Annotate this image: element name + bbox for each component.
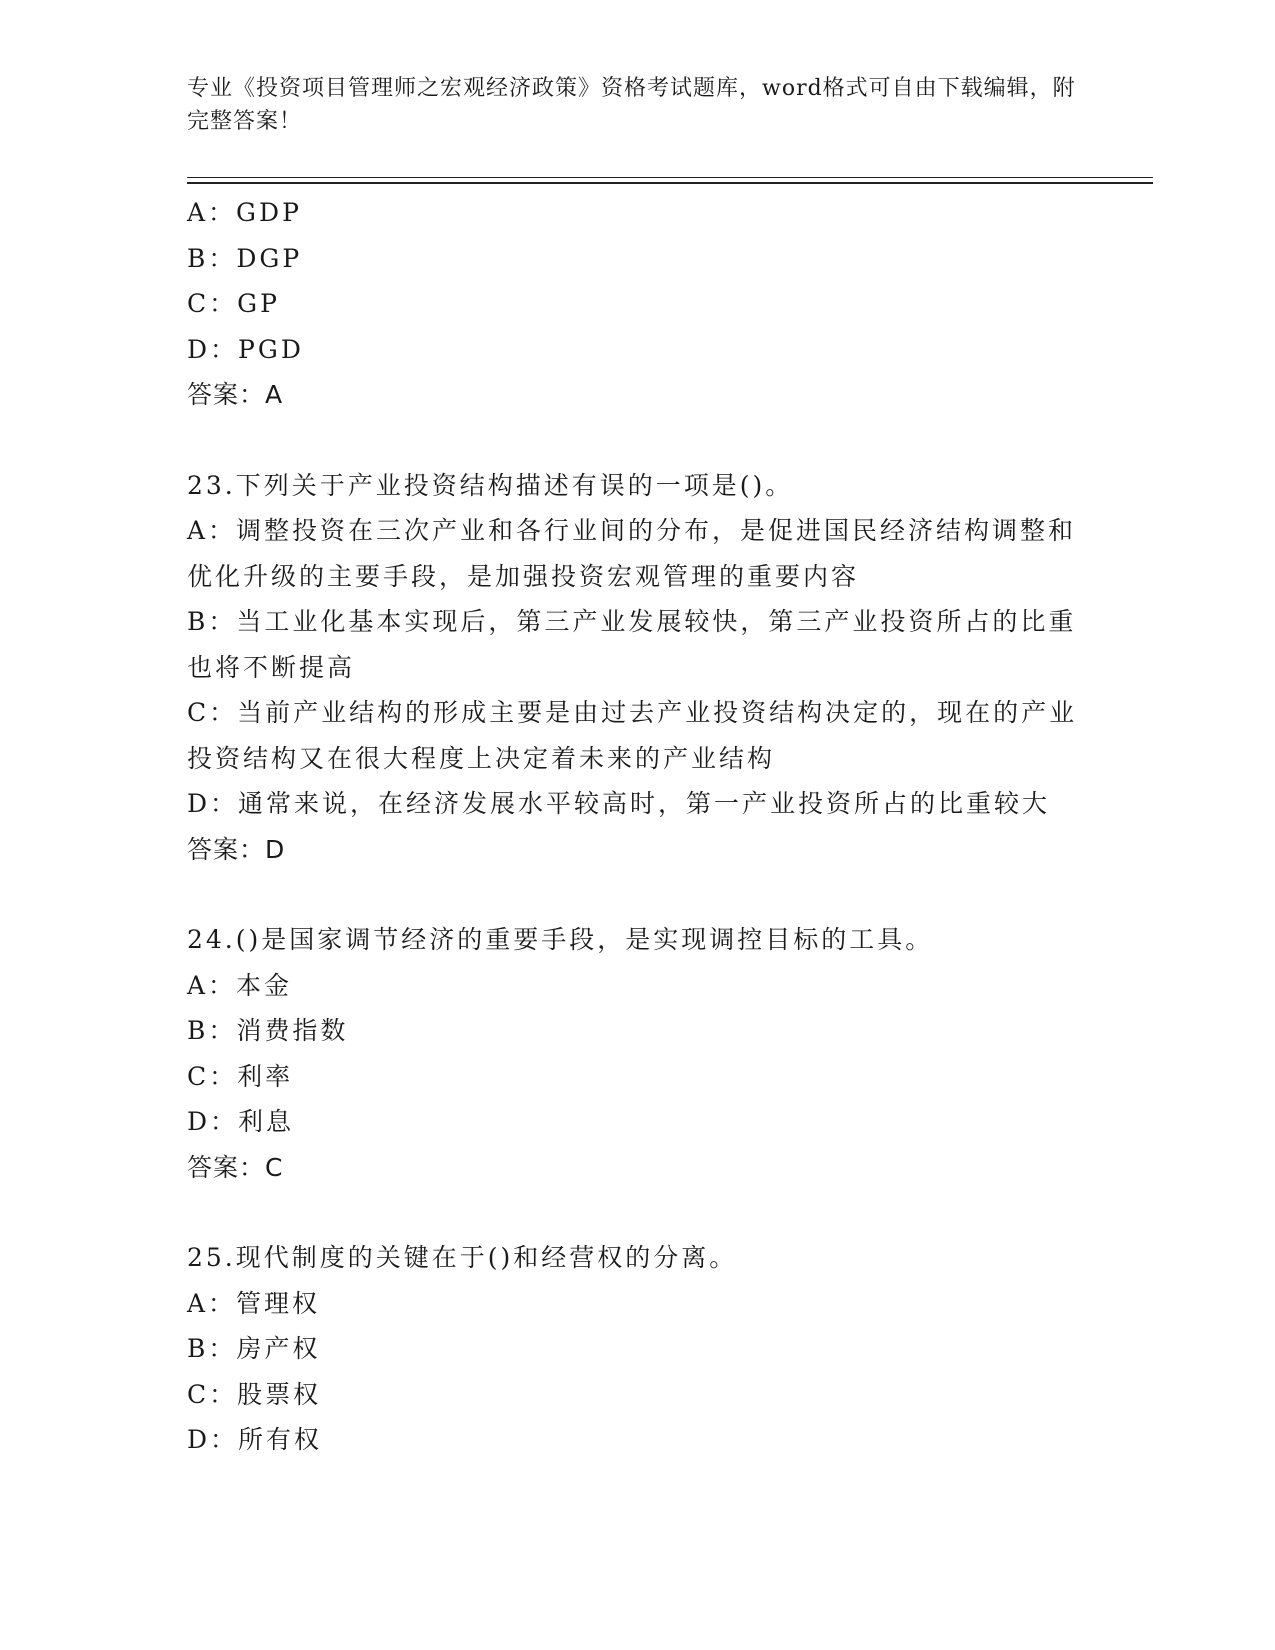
spacer [187, 418, 1087, 463]
q23-option-d: D：通常来说，在经济发展水平较高时，第一产业投资所占的比重较大 [187, 789, 1051, 818]
q22-option-b: B：DGP [187, 243, 303, 273]
question-23-block [187, 463, 1087, 873]
q24-option-a: A：本金 [187, 970, 293, 1000]
q25-stem: 25.现代制度的关键在于()和经营权的分离。 [187, 1243, 738, 1272]
q23-option-c: C：当前产业结构的形成主要是由过去产业投资结构决定的，现在的产业投资结构又在很大程度上决定着未来的产业结构 [187, 698, 1078, 773]
q25-option-c: C：股票权 [187, 1379, 322, 1409]
header-divider-thin [187, 177, 1153, 178]
q25-option-a: A：管理权 [187, 1288, 321, 1318]
q23-answer: 答案：D [187, 834, 286, 864]
q23-stem: 23.下列关于产业投资结构描述有误的一项是()。 [187, 470, 794, 500]
header-divider-thick [187, 182, 1153, 184]
q25-option-d: D：所有权 [187, 1425, 323, 1454]
q22-answer: 答案：A [187, 380, 284, 409]
q24-answer: 答案：C [187, 1152, 284, 1182]
q23-option-b: B：当工业化基本实现后，第三产业发展较快，第三产业投资所占的比重也将不断提高 [187, 607, 1077, 682]
q25-option-b: B：房产权 [187, 1334, 321, 1363]
q23-option-a: A：调整投资在三次产业和各行业间的分布，是促进国民经济结构调整和优化升级的主要手段，是加强投资宏观管理的重要内容 [187, 516, 1077, 591]
document-header: 专业《投资项目管理师之宏观经济政策》资格考试题库，word格式可自由下载编辑，附完整答案！ [187, 76, 1076, 134]
spacer [187, 872, 1087, 917]
question-24-block [187, 917, 1087, 1190]
question-22-block [187, 190, 1087, 418]
q22-option-a: A：GDP [187, 198, 302, 227]
q24-option-d: D：利息 [187, 1107, 295, 1136]
q24-option-c: C：利率 [187, 1061, 294, 1091]
spacer [187, 1190, 1087, 1235]
question-content [187, 190, 1087, 1463]
q22-option-d: D：PGD [187, 334, 304, 364]
q22-option-c: C：GP [187, 289, 280, 318]
question-25-block [187, 1235, 1087, 1463]
q24-stem: 24.()是国家调节经济的重要手段，是实现调控目标的工具。 [187, 925, 934, 954]
q24-option-b: B：消费指数 [187, 1016, 349, 1045]
